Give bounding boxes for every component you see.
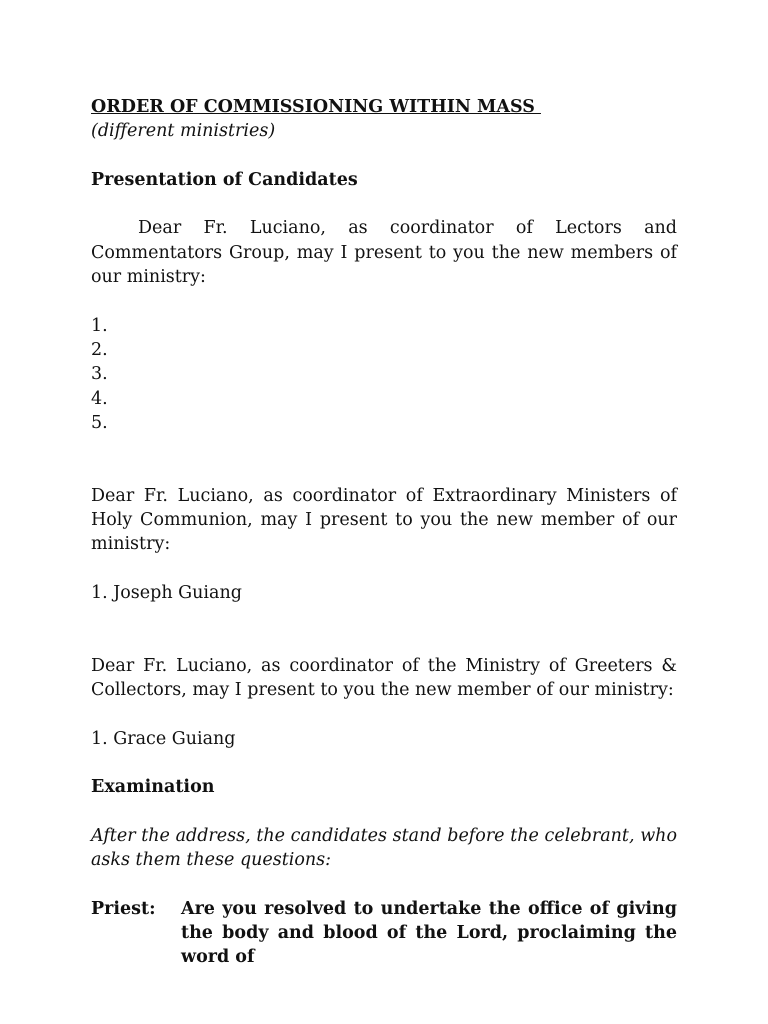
lectors-candidate-list bbox=[91, 314, 677, 435]
spacer bbox=[91, 800, 677, 824]
list-item: 3. bbox=[91, 364, 108, 385]
rubric-instruction: After the address, the candidates stand before the celebrant, who asks them these questions: bbox=[91, 825, 677, 871]
list-item: 4. bbox=[91, 388, 108, 409]
list-item: 1. Joseph Guiang bbox=[91, 582, 242, 603]
document-subtitle: (different ministries) bbox=[91, 121, 276, 142]
presentation-greeters-text: Dear Fr. Luciano, as coordinator of the Ministry of Greeters & Collectors, may I present to you the new member of our ministry: bbox=[91, 655, 677, 701]
section-heading-examination: Examination bbox=[91, 777, 215, 798]
list-item: 1. Grace Guiang bbox=[91, 728, 236, 749]
dialogue-speaker: Priest: bbox=[91, 898, 156, 919]
presentation-lectors-text: Dear Fr. Luciano, as coordinator of Lectors and Commentators Group, may I present to you the new members of our ministry: bbox=[91, 218, 677, 288]
spacer bbox=[91, 605, 677, 654]
list-item: 5. bbox=[91, 412, 108, 433]
spacer bbox=[91, 192, 677, 216]
spacer bbox=[91, 144, 677, 168]
spacer bbox=[91, 557, 677, 581]
spacer bbox=[91, 873, 677, 897]
section-heading-presentation: Presentation of Candidates bbox=[91, 169, 358, 190]
presentation-eucharistic-ministers-text: Dear Fr. Luciano, as coordinator of Extraordinary Ministers of Holy Communion, may I present to you the new member of our ministry: bbox=[91, 485, 677, 555]
spacer bbox=[91, 702, 677, 726]
eucharistic-ministers-candidate-list bbox=[91, 581, 677, 605]
spacer bbox=[91, 289, 677, 313]
dialogue-text: Are you resolved to undertake the office of giving the body and blood of the Lord, proclaiming the word of bbox=[181, 898, 677, 968]
spacer bbox=[91, 435, 677, 484]
list-item: 2. bbox=[91, 339, 108, 360]
spacer bbox=[91, 751, 677, 775]
dialogue-line bbox=[91, 897, 677, 970]
document-page bbox=[91, 95, 677, 970]
list-item: 1. bbox=[91, 315, 108, 336]
document-title: ORDER OF COMMISSIONING WITHIN MASS bbox=[91, 97, 541, 117]
greeters-candidate-list bbox=[91, 727, 677, 751]
